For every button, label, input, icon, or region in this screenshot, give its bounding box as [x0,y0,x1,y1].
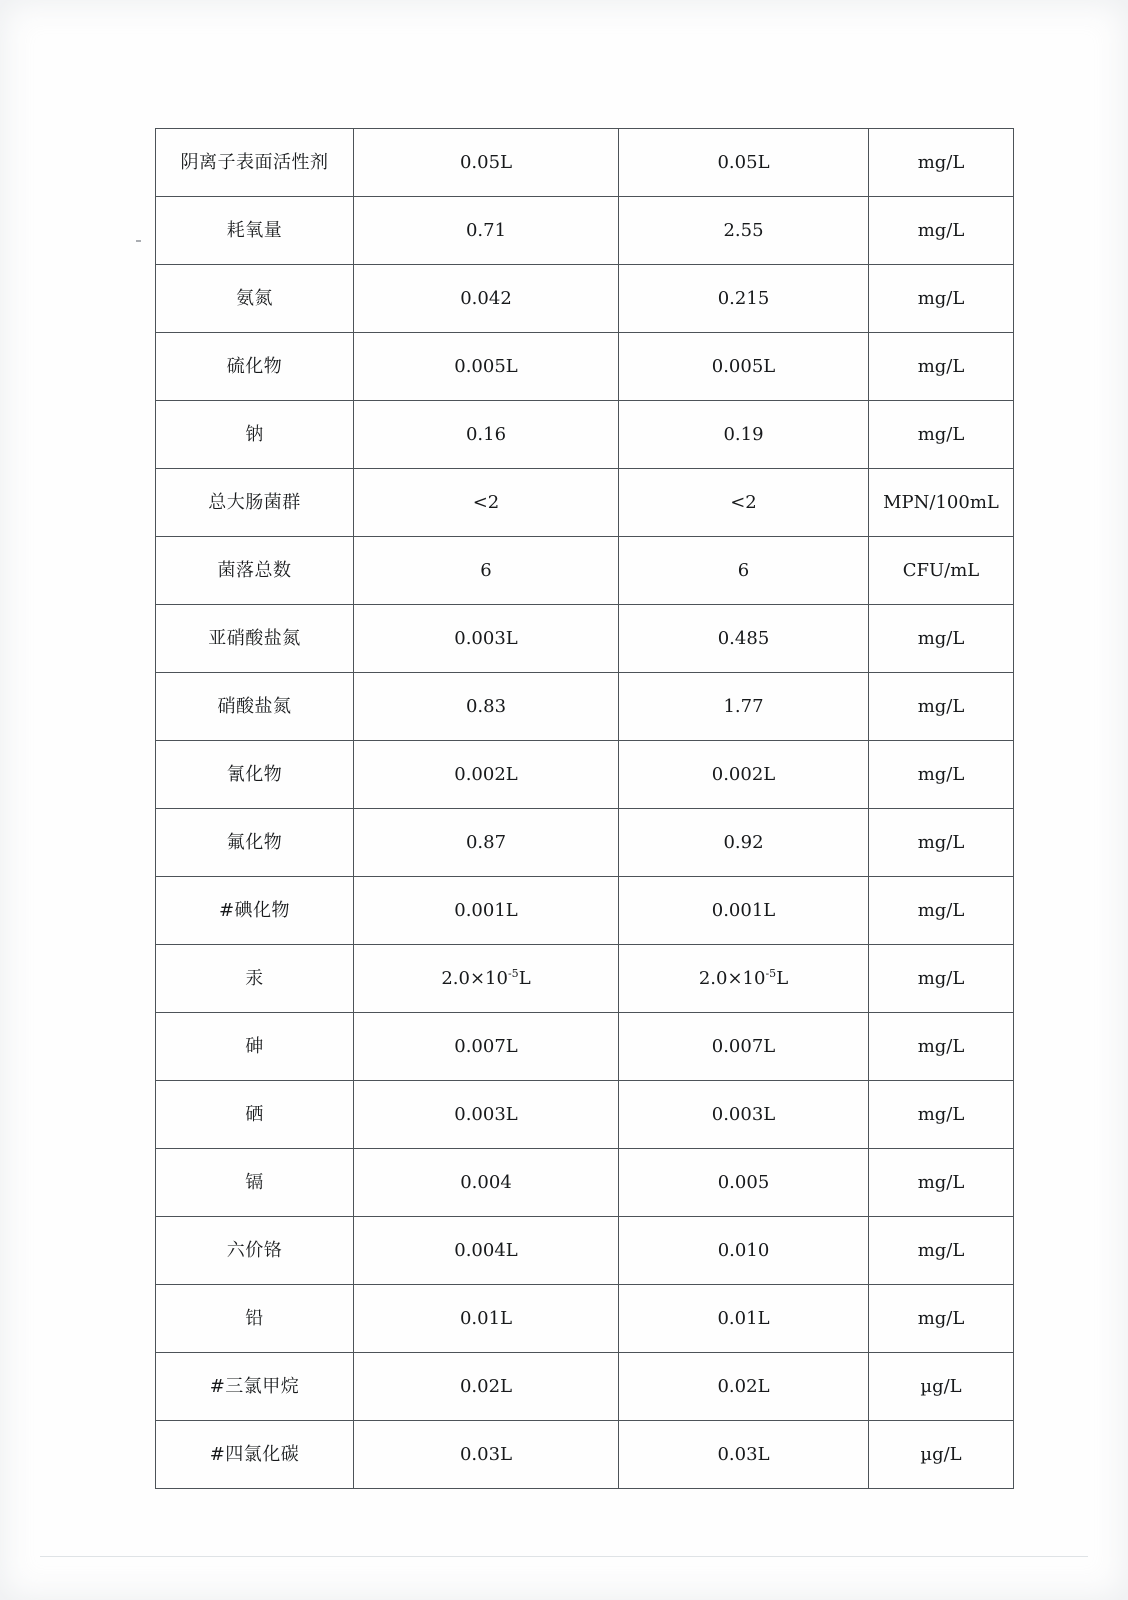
cell-value-1: 0.004 [354,1149,619,1217]
cell-unit: mg/L [869,945,1014,1013]
cell-value-1: 0.003L [354,1081,619,1149]
cell-parameter-name: 阴离子表面活性剂 [156,129,354,197]
cell-parameter-name: #四氯化碳 [156,1421,354,1489]
cell-value-2: $2.0\times 10^{-5}L$ [619,945,869,1013]
cell-value-2: 0.92 [619,809,869,877]
table-row [156,1353,1014,1421]
cell-parameter-name: 亚硝酸盐氮 [156,605,354,673]
table-row [156,1217,1014,1285]
cell-value-1: 0.02L [354,1353,619,1421]
cell-unit: mg/L [869,741,1014,809]
cell-unit: µg/L [869,1421,1014,1489]
cell-unit: mg/L [869,1081,1014,1149]
cell-value-2: <2 [619,469,869,537]
cell-value-2: 0.05L [619,129,869,197]
cell-unit: mg/L [869,129,1014,197]
cell-unit: mg/L [869,1285,1014,1353]
cell-value-1: $2.0\times 10^{-5}L$ [354,945,619,1013]
table-row [156,469,1014,537]
cell-parameter-name: 镉 [156,1149,354,1217]
cell-parameter-name: 硫化物 [156,333,354,401]
cell-value-2: 0.002L [619,741,869,809]
cell-parameter-name: #三氯甲烷 [156,1353,354,1421]
cell-value-1: 0.16 [354,401,619,469]
cell-parameter-name: 六价铬 [156,1217,354,1285]
cell-parameter-name: 硝酸盐氮 [156,673,354,741]
cell-parameter-name: 氰化物 [156,741,354,809]
cell-unit: mg/L [869,401,1014,469]
table-body [156,129,1014,1489]
cell-value-2: 1.77 [619,673,869,741]
cell-parameter-name: 铅 [156,1285,354,1353]
cell-value-1: 0.005L [354,333,619,401]
cell-value-2: 0.03L [619,1421,869,1489]
cell-parameter-name: 菌落总数 [156,537,354,605]
cell-parameter-name: #碘化物 [156,877,354,945]
table-row [156,129,1014,197]
table-row [156,1149,1014,1217]
table-row [156,1285,1014,1353]
cell-value-2: 2.55 [619,197,869,265]
cell-value-1: 0.71 [354,197,619,265]
cell-value-2: 0.005 [619,1149,869,1217]
cell-value-1: 0.03L [354,1421,619,1489]
cell-value-1: 0.05L [354,129,619,197]
cell-unit: CFU/mL [869,537,1014,605]
table-row [156,1013,1014,1081]
cell-unit: mg/L [869,333,1014,401]
table-row [156,673,1014,741]
cell-parameter-name: 氟化物 [156,809,354,877]
cell-unit: mg/L [869,265,1014,333]
cell-value-2: 0.485 [619,605,869,673]
page-footer-rule [40,1556,1088,1557]
table-row [156,333,1014,401]
cell-unit: mg/L [869,809,1014,877]
table-row [156,265,1014,333]
cell-unit: µg/L [869,1353,1014,1421]
table-row [156,741,1014,809]
cell-value-1: <2 [354,469,619,537]
cell-unit: mg/L [869,877,1014,945]
cell-value-1: 0.004L [354,1217,619,1285]
cell-value-1: 0.002L [354,741,619,809]
cell-unit: mg/L [869,197,1014,265]
cell-parameter-name: 耗氧量 [156,197,354,265]
table-row [156,945,1014,1013]
cell-parameter-name: 钠 [156,401,354,469]
cell-value-1: 0.007L [354,1013,619,1081]
cell-parameter-name: 砷 [156,1013,354,1081]
cell-value-2: 0.02L [619,1353,869,1421]
cell-unit: mg/L [869,673,1014,741]
cell-value-2: 6 [619,537,869,605]
table-row [156,1421,1014,1489]
cell-value-2: 0.01L [619,1285,869,1353]
scan-artifact-mark [136,240,141,242]
cell-value-2: 0.007L [619,1013,869,1081]
cell-value-1: 0.001L [354,877,619,945]
table-row [156,605,1014,673]
table-row [156,537,1014,605]
cell-value-1: 0.01L [354,1285,619,1353]
cell-parameter-name: 硒 [156,1081,354,1149]
cell-unit: mg/L [869,605,1014,673]
cell-value-2: 0.215 [619,265,869,333]
cell-value-1: 0.003L [354,605,619,673]
cell-value-1: 0.042 [354,265,619,333]
cell-value-2: 0.001L [619,877,869,945]
table-row [156,401,1014,469]
cell-value-1: 0.83 [354,673,619,741]
cell-value-2: 0.003L [619,1081,869,1149]
cell-value-1: 0.87 [354,809,619,877]
cell-value-2: 0.010 [619,1217,869,1285]
table-row [156,1081,1014,1149]
cell-parameter-name: 氨氮 [156,265,354,333]
test-results-table [155,128,1014,1489]
table-row [156,197,1014,265]
cell-parameter-name: 总大肠菌群 [156,469,354,537]
cell-unit: mg/L [869,1149,1014,1217]
cell-unit: mg/L [869,1013,1014,1081]
cell-value-2: 0.005L [619,333,869,401]
cell-unit: MPN/100mL [869,469,1014,537]
cell-value-1: 6 [354,537,619,605]
table-row [156,809,1014,877]
cell-unit: mg/L [869,1217,1014,1285]
table-row [156,877,1014,945]
cell-value-2: 0.19 [619,401,869,469]
cell-parameter-name: 汞 [156,945,354,1013]
